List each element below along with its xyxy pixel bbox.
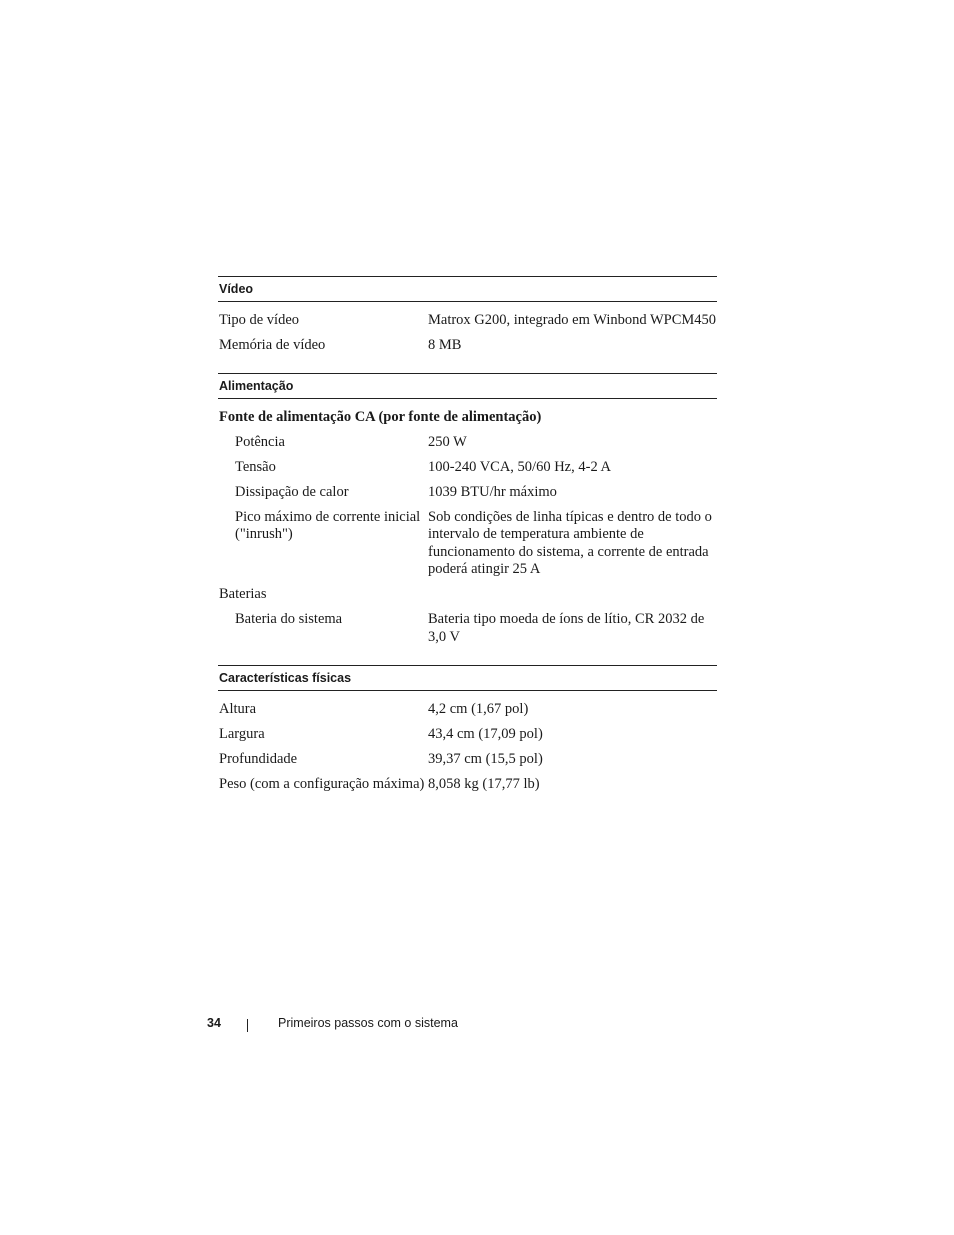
spec-label: Potência [235, 433, 285, 450]
section-heading-video: Vídeo [218, 276, 717, 302]
spec-row-wattage [218, 434, 717, 452]
spec-row-system-battery [218, 611, 717, 646]
spec-row-heat-dissipation [218, 484, 717, 502]
spec-row-video-memory [218, 337, 717, 355]
spec-label: Altura [219, 700, 257, 717]
spec-row-video-type [218, 312, 717, 330]
footer-title: Primeiros passos com o sistema [278, 1016, 458, 1030]
spec-value: 100-240 VCA, 50/60 Hz, 4-2 A [428, 458, 611, 475]
footer-divider [247, 1019, 248, 1032]
spec-value: 39,37 cm (15,5 pol) [428, 750, 543, 767]
spec-value: Sob condições de linha típicas e dentro de todo o intervalo de temperatura ambiente de funcionamento do sistema, a corrente de entrada poderá atingir 25 A [428, 508, 712, 577]
spec-row-depth [218, 751, 717, 769]
spec-value: Matrox G200, integrado em Winbond WPCM450 [428, 311, 717, 328]
spec-label: Pico máximo de corrente inicial ("inrush") [235, 508, 421, 542]
spec-value: 1039 BTU/hr máximo [428, 483, 557, 500]
spec-label: Bateria do sistema [235, 611, 343, 627]
spec-label: Peso (com a configuração máxima) [219, 775, 425, 792]
specifications-table [218, 276, 717, 793]
spec-row-voltage [218, 459, 717, 477]
spec-value: 250 W [428, 433, 467, 450]
group-heading-batteries: Baterias [219, 586, 267, 602]
spec-label: Dissipação de calor [235, 483, 349, 500]
page-number: 34 [207, 1016, 221, 1030]
spec-label: Largura [219, 725, 265, 742]
physical-rows [218, 691, 717, 793]
spec-row-height [218, 701, 717, 719]
spec-value: Bateria tipo moeda de íons de lítio, CR 2032 de 3,0 V [428, 611, 705, 645]
spec-value: 43,4 cm (17,09 pol) [428, 725, 543, 742]
spec-row-weight [218, 776, 717, 794]
spec-label: Memória de vídeo [219, 336, 326, 353]
spec-value: 8,058 kg (17,77 lb) [428, 775, 540, 792]
spec-label: Profundidade [219, 750, 298, 767]
spec-value: 4,2 cm (1,67 pol) [428, 700, 529, 717]
video-rows [218, 302, 717, 354]
spec-row-inrush-current [218, 509, 717, 579]
spec-value: 8 MB [428, 336, 462, 353]
section-heading-physical: Características físicas [218, 665, 717, 691]
group-heading-ac-supply: Fonte de alimentação CA (por fonte de alimentação) [219, 408, 542, 425]
spec-label: Tensão [235, 458, 276, 475]
spec-row-width [218, 726, 717, 744]
section-heading-power: Alimentação [218, 373, 717, 399]
power-rows [218, 399, 717, 646]
spec-label: Tipo de vídeo [219, 311, 300, 328]
